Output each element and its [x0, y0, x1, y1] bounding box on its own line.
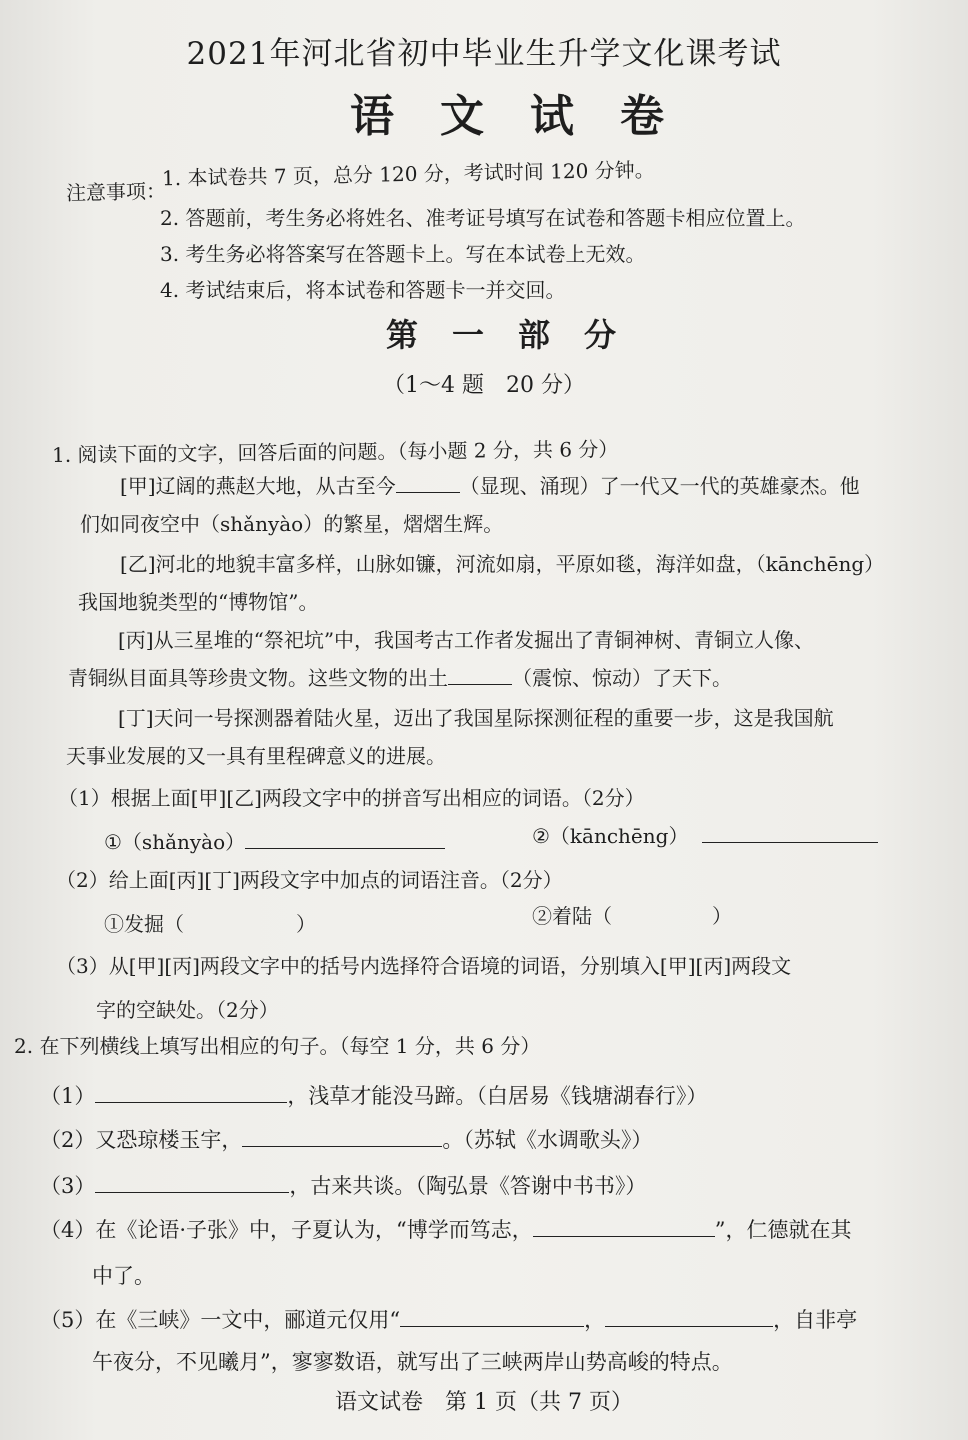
q2-s3-num: （3）: [40, 1174, 96, 1198]
q1-sub2-b: ②着陆（: [532, 904, 612, 928]
notice-item-3: 3. 考生务必将答案写在答题卡上。写在本试卷上无效。: [160, 242, 646, 266]
q1-yi-line1: [乙]河北的地貌丰富多样，山脉如镰，河流如扇，平原如毯，海洋如盘，（kānchēng）: [120, 552, 885, 576]
q2-s3-tail: ，古来共谈。（陶弘景《答谢中书书》）: [289, 1174, 647, 1198]
q1-bing-line2: [68, 662, 732, 691]
q1-sub1-a-row: [104, 826, 445, 855]
subject-title: 语文试卷: [350, 91, 710, 142]
q1-ding-line1: [丁]天问一号探测器着陆火星，迈出了我国星际探测征程的重要一步，这是我国航: [118, 706, 834, 730]
q2-s3-row: [40, 1170, 646, 1200]
q1-sub2-b-close: ）: [712, 904, 732, 928]
q1-jia-line1: [120, 470, 860, 499]
q2-s1-blank[interactable]: [95, 1081, 287, 1103]
q1-yi-line2: 我国地貌类型的“博物馆”。: [78, 590, 319, 614]
q1-sub3-line1: （3）从[甲][丙]两段文字中的括号内选择符合语境的词语，分别填入[甲][丙]两段文: [56, 954, 792, 978]
q2-s2-row: [40, 1124, 652, 1154]
q1-sub2-a-row: [104, 908, 316, 937]
q2-s5-tail: ，自非亭: [773, 1308, 858, 1332]
q1-bing-blank[interactable]: [448, 664, 512, 685]
q2-s3-blank[interactable]: [95, 1171, 289, 1193]
q2-s5-comma: ，: [584, 1308, 606, 1332]
q2-s1-tail: ，浅草才能没马蹄。（白居易《钱塘湖春行》）: [287, 1084, 708, 1108]
notice-label: 注意事项：: [65, 178, 167, 206]
q2-s2-blank[interactable]: [242, 1125, 442, 1147]
q2-s4-head: （4）在《论语·子张》中，子夏认为，“博学而笃志，: [40, 1218, 533, 1242]
notice-item-2: 2. 答题前，考生务必将姓名、准考证号填写在试卷和答题卡相应位置上。: [160, 206, 806, 230]
q1-stem: 1. 阅读下面的文字，回答后面的问题。（每小题 2 分，共 6 分）: [51, 437, 619, 467]
q1-sub2-a-close: ）: [296, 912, 316, 936]
q1-sub1-b-blank[interactable]: [702, 822, 878, 843]
notice-item-1: 1. 本试卷共 7 页，总分 120 分，考试时间 120 分钟。: [161, 157, 655, 191]
q1-sub1-a: ①（shǎnyào）: [104, 830, 246, 854]
q1-sub1-b-row: [532, 820, 878, 849]
q2-s5-head: （5）在《三峡》一文中，郦道元仅用“: [40, 1308, 401, 1332]
q1-jia-line2: 们如同夜空中（shǎnyào）的繁星，熠熠生辉。: [80, 512, 504, 536]
q2-s5-blank-1[interactable]: [400, 1305, 584, 1327]
q2-s5-blank-2[interactable]: [605, 1305, 773, 1327]
q2-s5-row: [40, 1304, 857, 1334]
q2-s4-tail: ”，仁德就在其: [714, 1218, 852, 1242]
q1-sub2-b-row: [532, 900, 732, 929]
q2-s2-head: （2）又恐琼楼玉宇，: [40, 1128, 243, 1152]
q1-sub1-a-blank[interactable]: [245, 828, 445, 849]
q2-s4-blank[interactable]: [533, 1215, 715, 1237]
q1-sub1: （1）根据上面[甲][乙]两段文字中的拼音写出相应的词语。（2分）: [58, 786, 645, 810]
q1-ding-line2: 天事业发展的又一具有里程碑意义的进展。: [66, 744, 446, 768]
q1-bing-text-a: 青铜纵目面具等珍贵文物。这些文物的出土: [68, 666, 448, 690]
q2-s4-row: [40, 1214, 852, 1244]
page-footer: 语文试卷 第 1 页（共 7 页）: [335, 1390, 633, 1415]
q2-s5-cont: 午夜分，不见曦月”，寥寥数语，就写出了三峡两岸山势高峻的特点。: [92, 1350, 733, 1374]
q1-bing-text-b: （震惊、惊动）了天下。: [512, 666, 732, 690]
q2-stem: 2. 在下列横线上填写出相应的句子。（每空 1 分，共 6 分）: [14, 1034, 541, 1058]
q1-jia-text-a: [甲]辽阔的燕赵大地，从古至今: [120, 474, 396, 498]
q2-s4-cont: 中了。: [92, 1264, 155, 1288]
q2-s1-num: （1）: [40, 1084, 96, 1108]
part-title: 第一部分: [385, 316, 650, 354]
notice-item-4: 4. 考试结束后，将本试卷和答题卡一并交回。: [160, 278, 566, 302]
q1-bing-line1: [丙]从三星堆的“祭祀坑”中，我国考古工作者发掘出了青铜神树、青铜立人像、: [118, 628, 815, 652]
q1-jia-blank[interactable]: [396, 472, 460, 493]
q1-sub2: （2）给上面[丙][丁]两段文字中加点的词语注音。（2分）: [56, 868, 563, 892]
exam-title: 2021年河北省初中毕业生升学文化课考试: [186, 36, 782, 72]
q1-sub3-line2: 字的空缺处。（2分）: [96, 998, 279, 1022]
q2-s1-row: [40, 1080, 707, 1110]
q1-sub1-b: ②（kānchēng）: [532, 824, 689, 848]
q1-jia-text-b: （显现、涌现）了一代又一代的英雄豪杰。他: [459, 474, 860, 498]
q1-sub2-a: ①发掘（: [104, 912, 184, 936]
q2-s2-tail: 。（苏轼《水调歌头》）: [442, 1128, 653, 1152]
part-range: （1～4 题 20 分）: [383, 373, 585, 398]
